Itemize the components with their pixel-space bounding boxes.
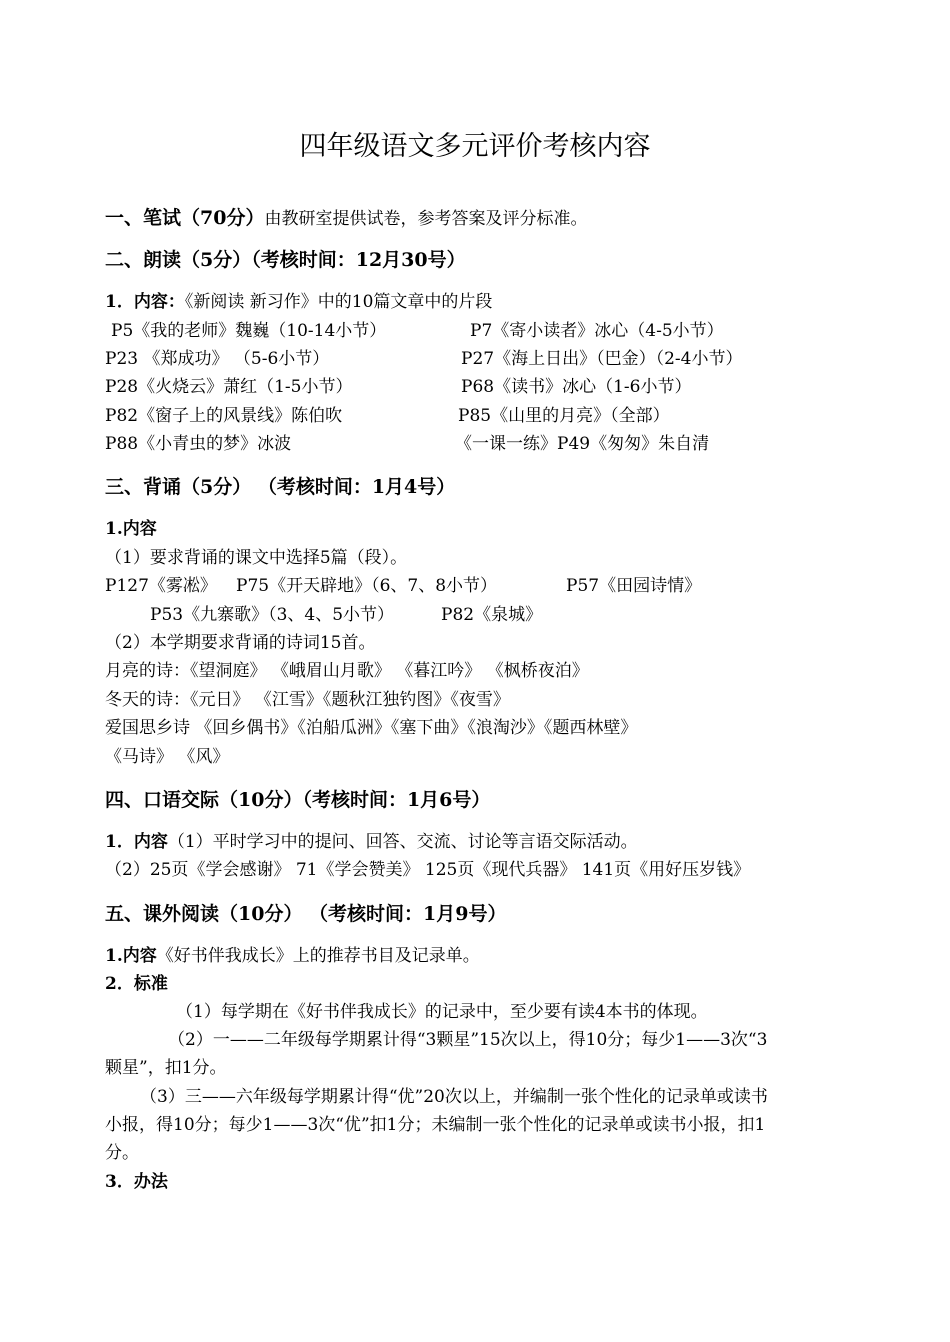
reading-item: P5《我的老师》魏巍（10-14小节） (111, 321, 387, 341)
reading-item: 《一课一练》P49《匆匆》朱自清 (455, 434, 710, 454)
recitation-item: P57《田园诗情》 (566, 576, 702, 596)
oral-topics-line: （2）25页《学会感谢》 71《学会赞美》 125页《现代兵器》 141页《用好压岁钱》 (105, 860, 751, 880)
content-label: 1．内容： (105, 292, 185, 312)
oral-content-line (105, 829, 638, 855)
content-label: 1.内容 (105, 519, 157, 539)
content-label: 1．内容 (105, 832, 168, 852)
reading-item: P85《山里的月亮》（全部） (458, 406, 670, 426)
section-heading: 一、笔试（70分） (105, 207, 265, 229)
reading-item: P27《海上日出》（巴金）（2-4小节） (461, 349, 743, 369)
reading-item: P7《寄小读者》冰心（4-5小节） (470, 321, 724, 341)
section-heading-reading-aloud: 二、朗读（5分）（考核时间：12月30号） (105, 249, 466, 271)
content-label: 1.内容 (105, 946, 157, 966)
section-heading-oral-communication: 四、口语交际（10分）（考核时间：1月6号） (105, 789, 491, 811)
section-heading-extracurricular-reading: 五、课外阅读（10分） （考核时间：1月9号） (105, 903, 507, 925)
section-text: 由教研室提供试卷，参考答案及评分标准。 (264, 209, 588, 229)
reading-content-line (105, 289, 492, 315)
standard-item: （3）三——六年级每学期累计得“优”20次以上，并编制一张个性化的记录单或读书 (140, 1087, 768, 1107)
standard-item-continued: 颗星”，扣1分。 (105, 1058, 227, 1078)
standard-label: 2．标准 (105, 974, 168, 994)
reading-item: P28《火烧云》萧红（1-5小节） (105, 377, 353, 397)
poem-list-patriotic: 爱国思乡诗 《回乡偶书》《泊船瓜洲》《塞下曲》《浪淘沙》《题西林壁》 (105, 718, 638, 738)
recitation-line: （2）本学期要求背诵的诗词15首。 (105, 633, 376, 653)
content-text: 《新阅读 新习作》中的10篇文章中的片段 (184, 292, 493, 312)
poem-list-winter: 冬天的诗：《元日》 《江雪》《题秋江独钓图》《夜雪》 (105, 690, 510, 710)
recitation-item: P75《开天辟地》（6、7、8小节） (236, 576, 498, 596)
page-title: 四年级语文多元评价考核内容 (299, 131, 651, 162)
recitation-line: （1）要求背诵的课文中选择5篇（段）。 (105, 548, 408, 568)
content-text: 《好书伴我成长》上的推荐书目及记录单。 (156, 946, 480, 966)
reading-item: P68《读书》冰心（1-6小节） (461, 377, 692, 397)
content-text: （1）平时学习中的提问、回答、交流、讨论等言语交际活动。 (167, 832, 638, 852)
recitation-item: P127《雾凇》 (105, 576, 217, 596)
reading-item: P88《小青虫的梦》冰波 (105, 434, 292, 454)
standard-item-continued: 小报，得10分；每少1——3次“优”扣1分；未编制一张个性化的记录单或读书小报，扣1 (105, 1115, 766, 1135)
standard-item: （2）一——二年级每学期累计得“3颗星”15次以上，得10分；每少1——3次“3 (168, 1030, 768, 1050)
reading-item: P82《窗子上的风景线》陈伯吹 (105, 406, 343, 426)
recitation-item: P82《泉城》 (441, 605, 543, 625)
recitation-item: P53《九寨歌》（3、4、5小节） (150, 605, 395, 625)
section-heading-recitation: 三、背诵（5分） （考核时间：1月4号） (105, 476, 456, 498)
standard-item-continued: 分。 (105, 1143, 139, 1163)
reading-item: P23 《郑成功》 （5-6小节） (105, 349, 330, 369)
method-label: 3．办法 (105, 1172, 168, 1192)
extracurricular-content-line (105, 943, 480, 969)
poem-list-moon: 月亮的诗：《望洞庭》 《峨眉山月歌》 《暮江吟》 《枫桥夜泊》 (105, 661, 589, 681)
section-written-exam (105, 203, 587, 233)
standard-item: （1）每学期在《好书伴我成长》的记录中，至少要有读4本书的体现。 (176, 1002, 708, 1022)
poem-list-extra: 《马诗》 《风》 (105, 747, 230, 767)
